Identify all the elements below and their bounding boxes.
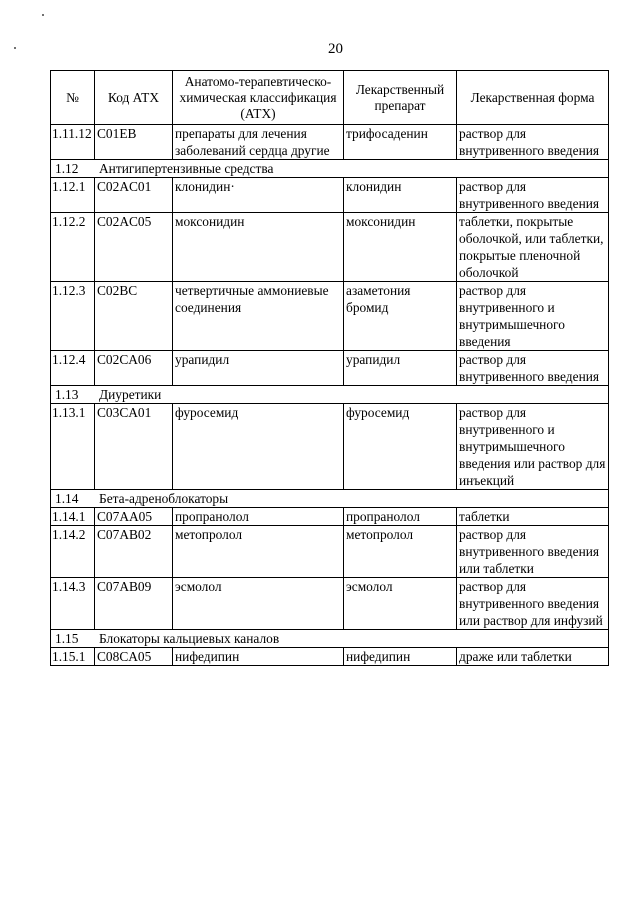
atc-classification: моксонидин (173, 213, 344, 282)
group-title: Антигипертензивные средства (99, 161, 274, 176)
group-number: 1.12 (55, 161, 79, 176)
group-number: 1.13 (55, 387, 79, 402)
group-number: 1.15 (55, 631, 79, 646)
group-row (51, 386, 609, 404)
table-row (51, 213, 609, 282)
group-title: Бета-адреноблокаторы (99, 491, 229, 506)
row-number: 1.12.4 (51, 351, 95, 386)
atc-code: C07AB02 (95, 526, 173, 578)
row-number: 1.13.1 (51, 404, 95, 490)
table-row (51, 125, 609, 160)
atc-code: C07AA05 (95, 508, 173, 526)
atc-classification: пропранолол (173, 508, 344, 526)
dosage-form: раствор для внутривенного введения (457, 351, 609, 386)
table-row (51, 404, 609, 490)
group-cell (51, 490, 609, 508)
drug-name: клонидин (344, 178, 457, 213)
drug-name: азаметония бромид (344, 282, 457, 351)
atc-classification: нифедипин (173, 648, 344, 666)
table-row (51, 178, 609, 213)
dosage-form: таблетки, покрытые оболочкой, или таблетки, покрытые пленочной оболочкой (457, 213, 609, 282)
drug-name: трифосаденин (344, 125, 457, 160)
atc-classification: фуросемид (173, 404, 344, 490)
dosage-form: раствор для внутривенного введения или таблетки (457, 526, 609, 578)
dosage-form: раствор для внутривенного и внутримышечного введения или раствор для инъекций (457, 404, 609, 490)
row-number: 1.14.2 (51, 526, 95, 578)
group-title: Диуретики (99, 387, 162, 402)
atc-classification: четвертичные аммониевые соединения (173, 282, 344, 351)
dosage-form: раствор для внутривенного и внутримышечного введения (457, 282, 609, 351)
drug-name: фуросемид (344, 404, 457, 490)
table-row (51, 282, 609, 351)
group-cell (51, 386, 609, 404)
table-header-row (51, 71, 609, 125)
atc-classification: клонидин· (173, 178, 344, 213)
drug-table (50, 70, 609, 666)
column-header-dosage-form: Лекарственная форма (457, 71, 609, 125)
group-row (51, 630, 609, 648)
atc-code: C02AC01 (95, 178, 173, 213)
scan-speck (42, 14, 44, 16)
atc-code: C03CA01 (95, 404, 173, 490)
column-header-atc-classification: Анатомо-терапевтическо-химическая классификация (АТХ) (173, 71, 344, 125)
dosage-form: таблетки (457, 508, 609, 526)
atc-classification: урапидил (173, 351, 344, 386)
drug-name: эсмолол (344, 578, 457, 630)
row-number: 1.11.12 (51, 125, 95, 160)
group-number: 1.14 (55, 491, 79, 506)
atc-code: C02BC (95, 282, 173, 351)
dosage-form: раствор для внутривенного введения (457, 125, 609, 160)
table-row (51, 578, 609, 630)
atc-classification: эсмолол (173, 578, 344, 630)
table-row (51, 508, 609, 526)
row-number: 1.12.1 (51, 178, 95, 213)
group-row (51, 490, 609, 508)
atc-code: C07AB09 (95, 578, 173, 630)
table-row (51, 648, 609, 666)
row-number: 1.15.1 (51, 648, 95, 666)
row-number: 1.14.3 (51, 578, 95, 630)
group-row (51, 160, 609, 178)
drug-name: метопролол (344, 526, 457, 578)
column-header-number: № (51, 71, 95, 125)
atc-code: C08CA05 (95, 648, 173, 666)
dosage-form: раствор для внутривенного введения или раствор для инфузий (457, 578, 609, 630)
column-header-atc-code: Код АТХ (95, 71, 173, 125)
atc-classification: препараты для лечения заболеваний сердца другие (173, 125, 344, 160)
dosage-form: драже или таблетки (457, 648, 609, 666)
table-row (51, 351, 609, 386)
row-number: 1.14.1 (51, 508, 95, 526)
atc-code: C01EB (95, 125, 173, 160)
group-title: Блокаторы кальциевых каналов (99, 631, 280, 646)
drug-name: пропранолол (344, 508, 457, 526)
atc-code: C02CA06 (95, 351, 173, 386)
row-number: 1.12.2 (51, 213, 95, 282)
drug-name: нифедипин (344, 648, 457, 666)
drug-name: урапидил (344, 351, 457, 386)
drug-name: моксонидин (344, 213, 457, 282)
atc-classification: метопролол (173, 526, 344, 578)
atc-code: C02AC05 (95, 213, 173, 282)
page-number: 20 (328, 41, 343, 57)
group-cell (51, 160, 609, 178)
dosage-form: раствор для внутривенного введения (457, 178, 609, 213)
table-row (51, 526, 609, 578)
row-number: 1.12.3 (51, 282, 95, 351)
group-cell (51, 630, 609, 648)
column-header-drug: Лекарственный препарат (344, 71, 457, 125)
